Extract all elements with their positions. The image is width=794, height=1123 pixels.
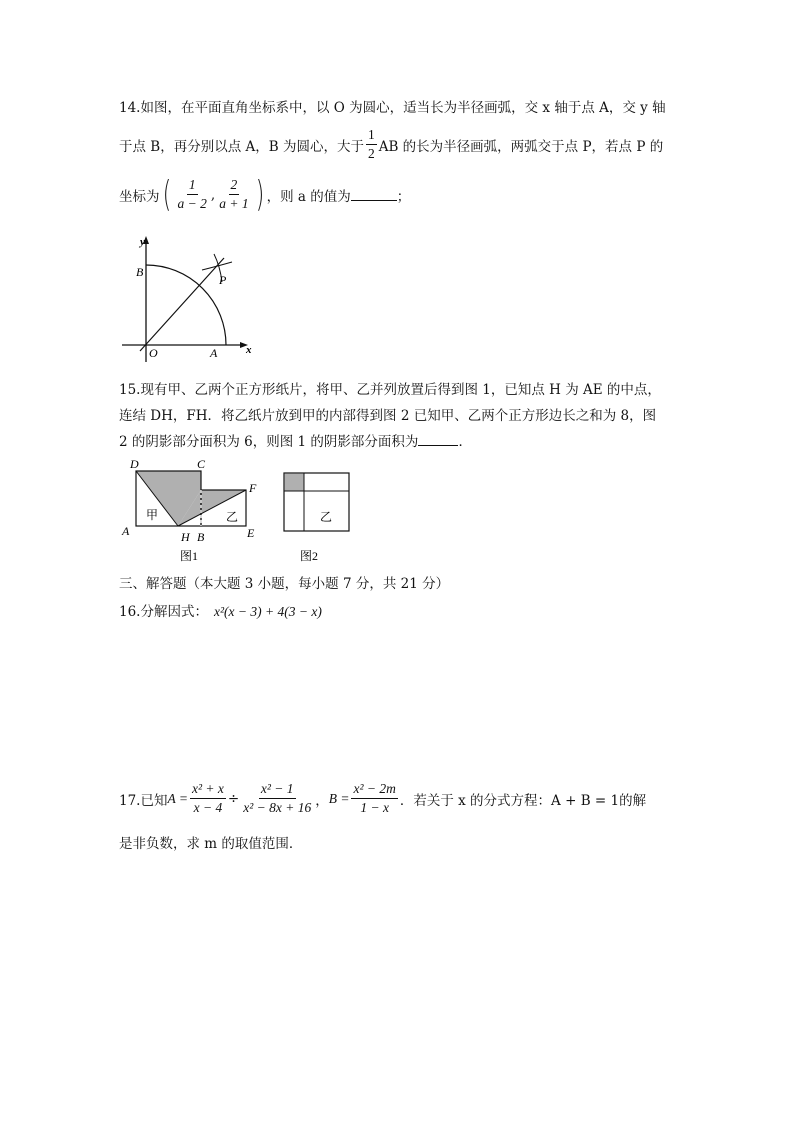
label-D: D [130, 457, 139, 471]
q15-answer-blank[interactable] [418, 433, 458, 446]
q16-line [119, 600, 322, 620]
q17-pre: 17.已知 [119, 792, 168, 809]
label-jia: 甲 [146, 508, 159, 522]
figure-1-caption: 图1 [180, 549, 199, 563]
half-numerator: 1 [366, 126, 377, 145]
q14-line2-post: AB 的长为半径画弧，两弧交于点 P，若点 P 的 [378, 138, 664, 155]
q17-B-lhs: B = [328, 790, 350, 806]
q17-line2: 是非负数，求 m 的取值范围． [119, 836, 303, 852]
f2-numerator: x² − 1 [259, 780, 296, 799]
label-F: F [249, 481, 257, 495]
f1-numerator: x² + x [190, 780, 226, 799]
label-yi-2: 乙 [320, 510, 333, 524]
f3-numerator: x² − 2m [351, 780, 397, 799]
q15-line3-pre: 2 的阴影部分面积为 6，则图 1 的阴影部分面积为 [119, 434, 419, 450]
q14-line1: 14.如图，在平面直角坐标系中，以 O 为圆心，适当长为半径画弧，交 x 轴于点 A，交 y 轴 [119, 100, 666, 116]
q15-figure-1 [118, 454, 268, 564]
label-H: H [181, 530, 190, 544]
left-paren: ( [162, 174, 171, 215]
section-heading: 三、解答题（本大题 3 小题，每小题 7 分，共 21 分） [119, 576, 450, 592]
label-C: C [197, 457, 206, 471]
p-x-denominator: a − 2 [177, 196, 207, 211]
f1-denominator: x − 4 [193, 800, 223, 815]
q14-line3-post: ，则 a 的值为 [266, 188, 351, 205]
p-y-numerator: 2 [229, 176, 240, 195]
q17-A-lhs: A = [167, 790, 188, 806]
q16-expression: x²(x − 3) + 4(3 − x) [213, 604, 322, 619]
label-B: B [136, 265, 144, 279]
q15-figure-2 [278, 470, 356, 564]
x-axis-label: x [246, 344, 252, 356]
q14-half-fraction [366, 126, 377, 163]
p-x-numerator: 1 [187, 176, 198, 195]
label-A: A [122, 524, 130, 538]
q15-line3-end: ． [458, 434, 472, 450]
q17-fraction-1 [190, 780, 226, 817]
half-denominator: 2 [367, 146, 375, 161]
divide-sign: ÷ [227, 790, 240, 807]
q17-post: ．若关于 x 的分式方程：A + B = 1的解 [399, 792, 647, 809]
figure-2-caption: 图2 [300, 549, 319, 563]
right-paren: ) [255, 174, 264, 215]
q15-line2: 连结 DH，FH．将乙纸片放到甲的内部得到图 2 已知甲、乙两个正方形边长之和为 8，图 [119, 408, 657, 424]
comma: , [210, 186, 216, 203]
q17-fraction-2 [241, 780, 313, 817]
label-P: P [219, 273, 227, 287]
label-E: E [247, 526, 255, 540]
label-A: A [210, 346, 218, 360]
p-y-fraction [217, 176, 250, 213]
f3-denominator: 1 − x [360, 800, 389, 815]
p-x-fraction [176, 176, 209, 213]
q14-line3-end: ； [396, 188, 411, 205]
q15-line3 [119, 430, 472, 450]
label-B: B [197, 530, 205, 544]
q14-line3 [119, 174, 410, 215]
q16-label: 16.分解因式： [119, 604, 208, 620]
q14-figure [118, 232, 258, 364]
q15-line1: 15.现有甲、乙两个正方形纸片，将甲、乙并列放置后得到图 1，已知点 H 为 AE 的中点， [119, 382, 661, 398]
q14-answer-blank[interactable] [351, 188, 397, 201]
q14-line3-pre: 坐标为 [119, 188, 160, 205]
q17-fraction-3 [351, 780, 397, 817]
label-O: O [149, 346, 158, 360]
f2-denominator: x² − 8x + 16 [243, 800, 312, 815]
label-yi: 乙 [226, 510, 239, 524]
q17-comma: ， [315, 792, 329, 809]
q14-line2 [119, 126, 663, 163]
q17-line1 [119, 780, 646, 817]
y-axis-label: y [140, 236, 145, 248]
p-y-denominator: a + 1 [219, 196, 249, 211]
q14-line2-pre: 于点 B，再分别以点 A，B 为圆心，大于 [119, 138, 364, 155]
